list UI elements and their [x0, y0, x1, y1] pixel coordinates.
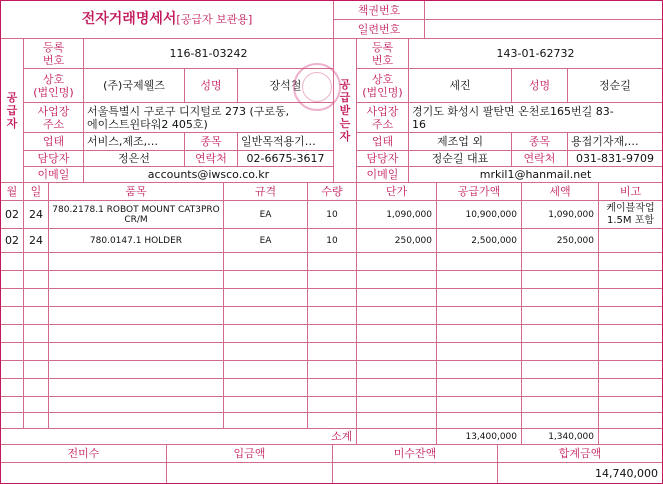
- empty-table-cell: [357, 397, 437, 413]
- deposit-value: [167, 463, 333, 483]
- empty-table-cell: [599, 253, 662, 271]
- subtotal-row: [1, 429, 357, 445]
- empty-table-cell: [224, 361, 308, 379]
- title-text: 전자거래명세서: [81, 11, 177, 27]
- empty-table-cell: [1, 397, 24, 413]
- empty-table-cell: [437, 325, 522, 343]
- row2-spec: EA: [224, 229, 308, 253]
- supplier-reg-number: 116-81-03242: [84, 39, 334, 69]
- empty-table-cell: [437, 397, 522, 413]
- empty-table-cell: [357, 289, 437, 307]
- empty-table-cell: [599, 343, 662, 361]
- empty-table-cell: [24, 325, 49, 343]
- supplier-business-type-label: 업태: [24, 133, 84, 151]
- total-amount-label: 합계금액: [498, 445, 662, 463]
- empty-table-cell: [49, 253, 224, 271]
- empty-table-cell: [224, 307, 308, 325]
- row2-unit-price: 250,000: [357, 229, 437, 253]
- empty-table-cell: [224, 379, 308, 397]
- empty-table-cell: [1, 271, 24, 289]
- receiver-reg-label: 등록 번호: [357, 39, 409, 69]
- book-number-label: 책권번호: [334, 1, 425, 20]
- empty-table-cell: [599, 379, 662, 397]
- supplier-manager: 정은선: [84, 151, 185, 167]
- empty-table-cell: [522, 343, 599, 361]
- empty-table-cell: [224, 325, 308, 343]
- empty-table-cell: [49, 307, 224, 325]
- supplier-contact: 02-6675-3617: [238, 151, 334, 167]
- empty-table-cell: [308, 343, 357, 361]
- supplier-email: accounts@iwsco.co.kr: [84, 167, 334, 183]
- empty-table-cell: [224, 253, 308, 271]
- empty-table-cell: [24, 397, 49, 413]
- empty-table-cell: [24, 289, 49, 307]
- receiver-business-type-label: 업태: [357, 133, 409, 151]
- document-title: [1, 1, 334, 39]
- empty-table-cell: [1, 343, 24, 361]
- serial-number-value: [425, 20, 662, 39]
- empty-table-cell: [308, 253, 357, 271]
- empty-table-cell: [1, 253, 24, 271]
- empty-table-cell: [357, 307, 437, 325]
- receiver-business-item: 용접기자재,…: [568, 133, 662, 151]
- empty-table-cell: [49, 325, 224, 343]
- empty-table-cell: [224, 271, 308, 289]
- receiver-company-label: 상호 (법인명): [357, 69, 409, 103]
- empty-table-cell: [522, 307, 599, 325]
- col-tax-header: 세액: [522, 183, 599, 201]
- receiver-email: mrkil1@hanmail.net: [409, 167, 662, 183]
- empty-table-cell: [437, 271, 522, 289]
- receiver-business-item-label: 종목: [512, 133, 568, 151]
- empty-table-cell: [599, 361, 662, 379]
- row1-day: 24: [24, 201, 49, 229]
- supplier-company-name: (주)국제웰즈: [84, 69, 185, 103]
- row1-note: 케이블작업 1.5M 포함: [599, 201, 662, 229]
- supplier-business-type: 서비스,제조,…: [84, 133, 185, 151]
- supplier-business-item-label: 종목: [185, 133, 238, 151]
- empty-table-cell: [522, 271, 599, 289]
- empty-table-cell: [1, 361, 24, 379]
- serial-number-label: 일련번호: [334, 20, 425, 39]
- row1-item: 780.2178.1 ROBOT MOUNT CAT3PRO CR/M: [49, 201, 224, 229]
- empty-table-cell: [357, 271, 437, 289]
- supplier-contact-label: 연락처: [185, 151, 238, 167]
- book-number-value: [425, 1, 662, 20]
- empty-table-cell: [1, 289, 24, 307]
- empty-table-cell: [522, 325, 599, 343]
- supplier-name-label: 성명: [185, 69, 238, 103]
- empty-table-cell: [522, 397, 599, 413]
- receiver-section-label: 공 급 받 는 자: [334, 39, 357, 183]
- receiver-reg-number: 143-01-62732: [409, 39, 662, 69]
- row2-note: [599, 229, 662, 253]
- receiver-contact: 031-831-9709: [568, 151, 662, 167]
- previous-balance-value: [1, 463, 167, 483]
- empty-table-cell: [599, 325, 662, 343]
- empty-table-cell: [357, 253, 437, 271]
- row1-unit-price: 1,090,000: [357, 201, 437, 229]
- row1-qty: 10: [308, 201, 357, 229]
- empty-table-cell: [49, 397, 224, 413]
- empty-table-cell: [357, 413, 437, 429]
- empty-table-cell: [437, 361, 522, 379]
- empty-table-cell: [1, 379, 24, 397]
- deposit-label: 입금액: [167, 445, 333, 463]
- empty-table-cell: [24, 361, 49, 379]
- receiver-company-name: 세진: [409, 69, 512, 103]
- copy-type-label: [공급자 보관용]: [176, 13, 253, 26]
- supplier-address-label: 사업장 주소: [24, 103, 84, 133]
- empty-table-cell: [1, 307, 24, 325]
- empty-table-cell: [599, 397, 662, 413]
- empty-table-cell: [599, 413, 662, 429]
- col-unit-price-header: 단가: [357, 183, 437, 201]
- col-item-header: 품목: [49, 183, 224, 201]
- total-amount-value: 14,740,000: [595, 466, 658, 480]
- empty-table-cell: [24, 253, 49, 271]
- empty-table-cell: [357, 379, 437, 397]
- empty-table-cell: [24, 343, 49, 361]
- supplier-company-label: 상호 (법인명): [24, 69, 84, 103]
- receiver-address-label: 사업장 주소: [357, 103, 409, 133]
- empty-table-cell: [308, 271, 357, 289]
- subtotal-tax: 1,340,000: [522, 429, 599, 445]
- empty-table-cell: [357, 343, 437, 361]
- empty-table-cell: [308, 307, 357, 325]
- empty-table-cell: [437, 253, 522, 271]
- col-qty-header: 수량: [308, 183, 357, 201]
- empty-table-cell: [308, 361, 357, 379]
- supplier-manager-label: 담당자: [24, 151, 84, 167]
- col-note-header: 비고: [599, 183, 662, 201]
- row1-spec: EA: [224, 201, 308, 229]
- supplier-business-item: 일반목적용기…: [238, 133, 334, 151]
- receiver-address: 경기도 화성시 팔탄면 온천로165번길 83- 16: [409, 103, 662, 133]
- empty-table-cell: [1, 325, 24, 343]
- previous-balance-label: 전미수: [1, 445, 167, 463]
- empty-table-cell: [522, 379, 599, 397]
- empty-table-cell: [599, 289, 662, 307]
- empty-table-cell: [49, 379, 224, 397]
- receiver-contact-label: 연락처: [512, 151, 568, 167]
- empty-table-cell: [522, 289, 599, 307]
- empty-table-cell: [224, 413, 308, 429]
- empty-table-cell: [224, 289, 308, 307]
- col-month-header: 월: [1, 183, 24, 201]
- row1-supply: 10,900,000: [437, 201, 522, 229]
- row1-month: 02: [1, 201, 24, 229]
- empty-table-cell: [24, 379, 49, 397]
- empty-table-cell: [49, 361, 224, 379]
- empty-table-cell: [308, 413, 357, 429]
- col-spec-header: 규격: [224, 183, 308, 201]
- empty-table-cell: [357, 325, 437, 343]
- unpaid-balance-value: [333, 463, 498, 483]
- empty-table-cell: [522, 413, 599, 429]
- empty-table-cell: [24, 307, 49, 325]
- row2-supply: 2,500,000: [437, 229, 522, 253]
- subtotal-unit-price: [357, 429, 437, 445]
- empty-table-cell: [522, 361, 599, 379]
- empty-table-cell: [599, 307, 662, 325]
- empty-table-cell: [357, 361, 437, 379]
- receiver-manager: 정순길 대표: [409, 151, 512, 167]
- empty-table-cell: [49, 343, 224, 361]
- row2-qty: 10: [308, 229, 357, 253]
- empty-table-cell: [49, 271, 224, 289]
- empty-table-cell: [224, 397, 308, 413]
- subtotal-note: [599, 429, 662, 445]
- col-supply-header: 공급가액: [437, 183, 522, 201]
- subtotal-supply: 13,400,000: [437, 429, 522, 445]
- unpaid-balance-label: 미수잔액: [333, 445, 498, 463]
- empty-table-cell: [49, 413, 224, 429]
- row2-item: 780.0147.1 HOLDER: [49, 229, 224, 253]
- empty-table-cell: [308, 379, 357, 397]
- empty-table-cell: [308, 325, 357, 343]
- row1-tax: 1,090,000: [522, 201, 599, 229]
- row2-day: 24: [24, 229, 49, 253]
- receiver-business-type: 제조업 외: [409, 133, 512, 151]
- supplier-section-label: 공 급 자: [1, 39, 24, 183]
- supplier-reg-label: 등록 번호: [24, 39, 84, 69]
- col-day-header: 일: [24, 183, 49, 201]
- row2-month: 02: [1, 229, 24, 253]
- empty-table-cell: [49, 289, 224, 307]
- empty-table-cell: [308, 397, 357, 413]
- receiver-manager-label: 담당자: [357, 151, 409, 167]
- receiver-email-label: 이메일: [357, 167, 409, 183]
- empty-table-cell: [224, 343, 308, 361]
- empty-table-cell: [308, 289, 357, 307]
- empty-table-cell: [437, 379, 522, 397]
- empty-table-cell: [1, 413, 24, 429]
- receiver-representative: 정순길: [568, 69, 662, 103]
- supplier-address: 서울특별시 구로구 디지털로 273 (구로동, 에이스트윈타워2 405호): [84, 103, 334, 133]
- empty-table-cell: [437, 343, 522, 361]
- empty-table-cell: [522, 253, 599, 271]
- empty-table-cell: [437, 307, 522, 325]
- empty-table-cell: [24, 413, 49, 429]
- supplier-representative: 장석철: [238, 69, 334, 103]
- empty-table-cell: [24, 271, 49, 289]
- subtotal-label: 소계: [331, 430, 353, 443]
- row2-tax: 250,000: [522, 229, 599, 253]
- supplier-email-label: 이메일: [24, 167, 84, 183]
- empty-table-cell: [599, 271, 662, 289]
- receiver-name-label: 성명: [512, 69, 568, 103]
- empty-table-cell: [437, 289, 522, 307]
- empty-table-cell: [437, 413, 522, 429]
